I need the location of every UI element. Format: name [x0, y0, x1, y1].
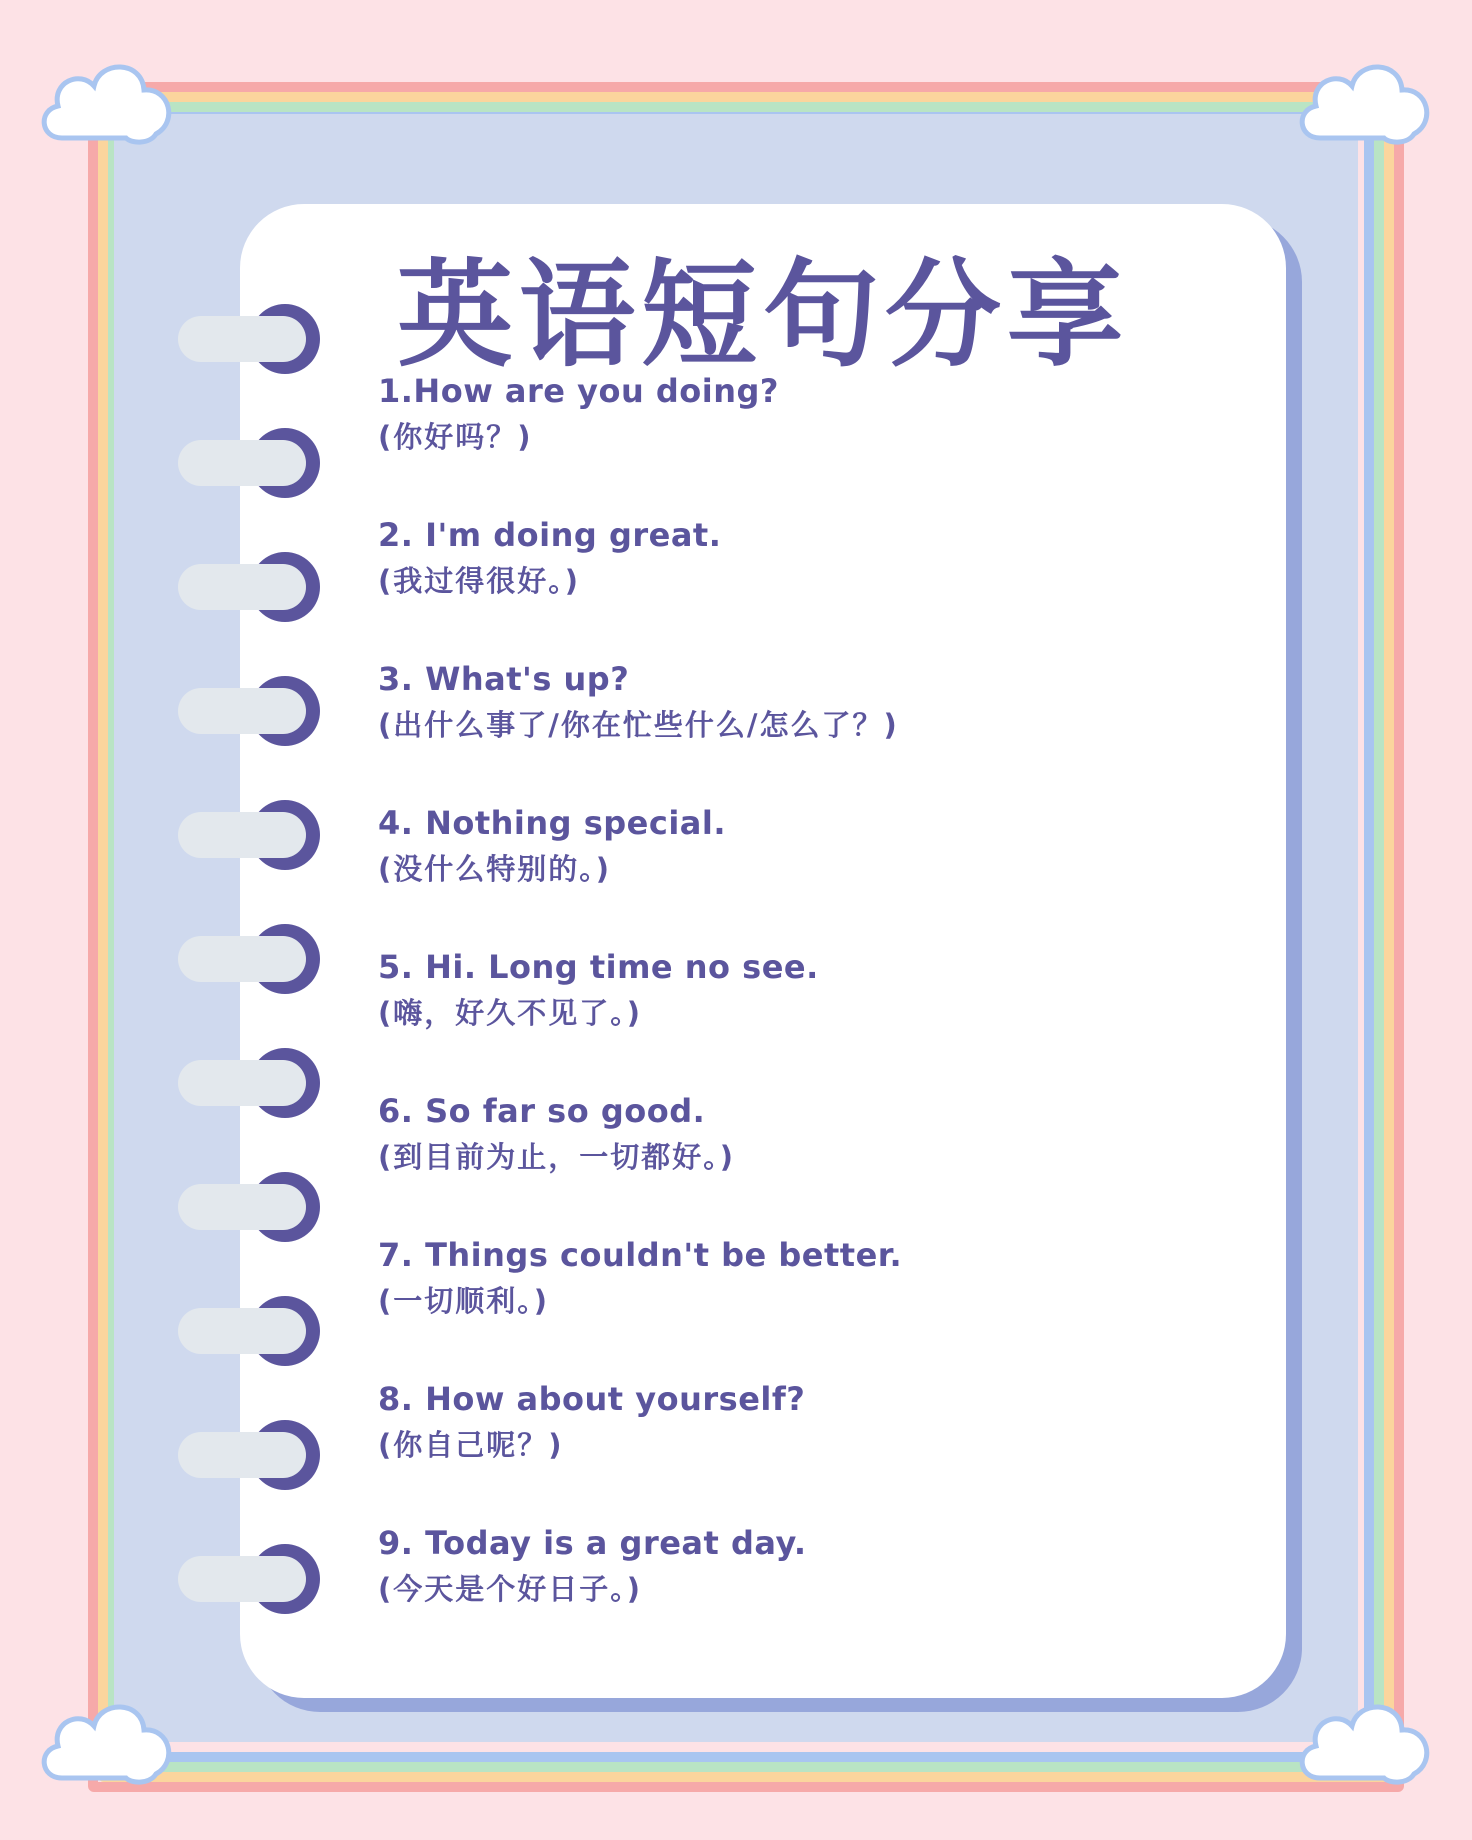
phrase-item: [378, 656, 1258, 800]
phrase-english: 6. So far so good.: [378, 1092, 706, 1130]
phrase-item: [378, 944, 1258, 1088]
phrase-english: 9. Today is a great day.: [378, 1524, 807, 1562]
phrase-chinese: (今天是个好日子。): [378, 1572, 643, 1606]
phrase-item: [378, 512, 1258, 656]
phrase-item: [378, 1376, 1258, 1520]
spiral-ring: [178, 1544, 334, 1614]
phrase-english: 7. Things couldn't be better.: [378, 1236, 903, 1274]
phrase-chinese: (我过得很好。): [378, 564, 581, 598]
phrase-chinese: (你自己呢？): [378, 1428, 564, 1462]
cloud-icon: [32, 48, 182, 158]
phrase-english: 3. What's up?: [378, 660, 630, 698]
cloud-icon: [32, 1688, 182, 1798]
phrase-english: 4. Nothing special.: [378, 804, 727, 842]
phrase-item: [378, 1520, 1258, 1664]
phrase-item: [378, 1088, 1258, 1232]
spiral-ring: [178, 1296, 334, 1366]
phrase-item: [378, 1232, 1258, 1376]
cloud-icon: [1290, 48, 1440, 158]
phrase-chinese: (一切顺利。): [378, 1284, 550, 1318]
spiral-ring: [178, 676, 334, 746]
phrase-chinese: (嗨，好久不见了。): [378, 996, 643, 1030]
phrase-item: [378, 800, 1258, 944]
phrase-item: [378, 368, 1258, 512]
spiral-ring: [178, 800, 334, 870]
phrase-chinese: (你好吗？): [378, 420, 533, 454]
phrase-chinese: (到目前为止，一切都好。): [378, 1140, 736, 1174]
spiral-ring: [178, 924, 334, 994]
phrase-english: 2. I'm doing great.: [378, 516, 722, 554]
spiral-ring: [178, 552, 334, 622]
spiral-ring: [178, 1172, 334, 1242]
spiral-ring: [178, 1420, 334, 1490]
page-title: 英语短句分享: [397, 248, 1129, 383]
phrase-english: 1.How are you doing?: [378, 372, 779, 410]
spiral-ring: [178, 428, 334, 498]
spiral-ring: [178, 1048, 334, 1118]
cloud-icon: [1290, 1688, 1440, 1798]
phrase-chinese: (出什么事了/你在忙些什么/怎么了？): [378, 708, 899, 742]
phrase-english: 5. Hi. Long time no see.: [378, 948, 819, 986]
phrase-chinese: (没什么特别的。): [378, 852, 612, 886]
phrase-english: 8. How about yourself?: [378, 1380, 806, 1418]
phrase-list: [378, 368, 1258, 1664]
